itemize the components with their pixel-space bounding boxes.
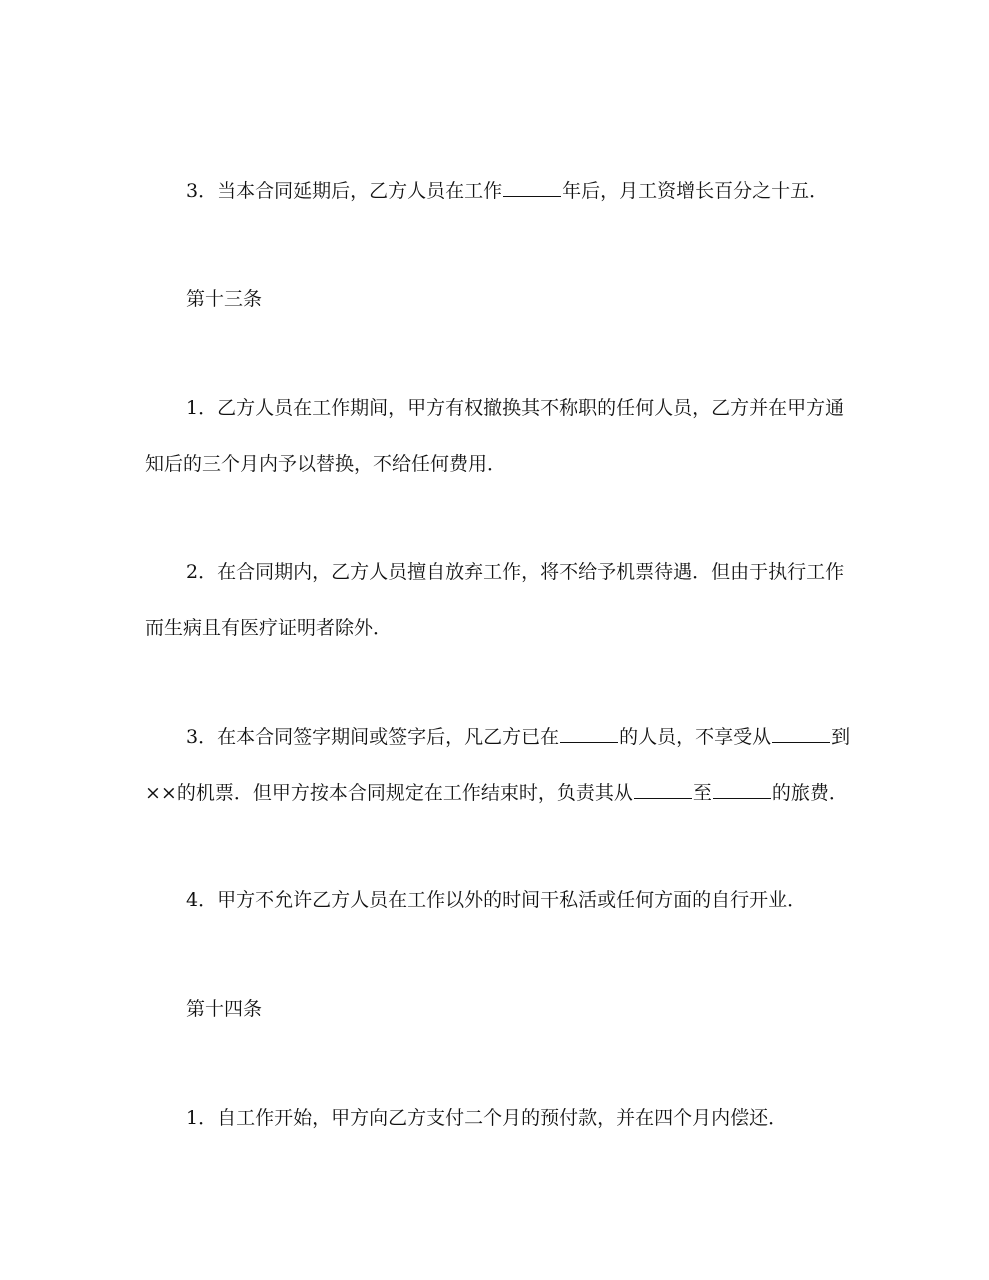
text-segment: ××的机票．但甲方按本合同规定在工作结束时，负责其从 [145,782,633,804]
fill-blank [772,724,830,743]
clause-13-item-3-line-1 [186,724,886,749]
text-segment: 到 [831,726,851,748]
clause-12-item-3 [186,178,886,203]
clause-13-item-1-line-2: 知后的三个月内予以替换，不给任何费用． [145,453,507,475]
text-segment: 年后，月工资增长百分之十五． [562,180,829,202]
text-segment: 3．当本合同延期后，乙方人员在工作 [186,180,503,202]
clause-13-item-2-line-2: 而生病且有医疗证明者除外． [145,617,393,639]
fill-blank [634,780,692,799]
article-13-heading: 第十三条 [186,288,263,310]
fill-blank [503,178,561,197]
clause-13-item-2-line-1: 2．在合同期内，乙方人员擅自放弃工作，将不给予机票待遇．但由于执行工作 [186,561,845,583]
text-segment: 的旅费． [771,782,848,804]
article-14-heading: 第十四条 [186,998,263,1020]
text-segment: 至 [692,782,712,804]
fill-blank [713,780,771,799]
text-segment: 的人员，不享受从 [619,726,772,748]
fill-blank [560,724,618,743]
clause-13-item-3-line-2 [145,780,848,805]
text-segment: 3．在本合同签字期间或签字后，凡乙方已在 [186,726,560,748]
clause-14-item-1: 1．自工作开始，甲方向乙方支付二个月的预付款，并在四个月内偿还． [186,1107,788,1129]
clause-13-item-1-line-1: 1．乙方人员在工作期间，甲方有权撤换其不称职的任何人员，乙方并在甲方通 [186,397,845,419]
clause-13-item-4: 4．甲方不允许乙方人员在工作以外的时间干私活或任何方面的自行开业． [186,889,807,911]
